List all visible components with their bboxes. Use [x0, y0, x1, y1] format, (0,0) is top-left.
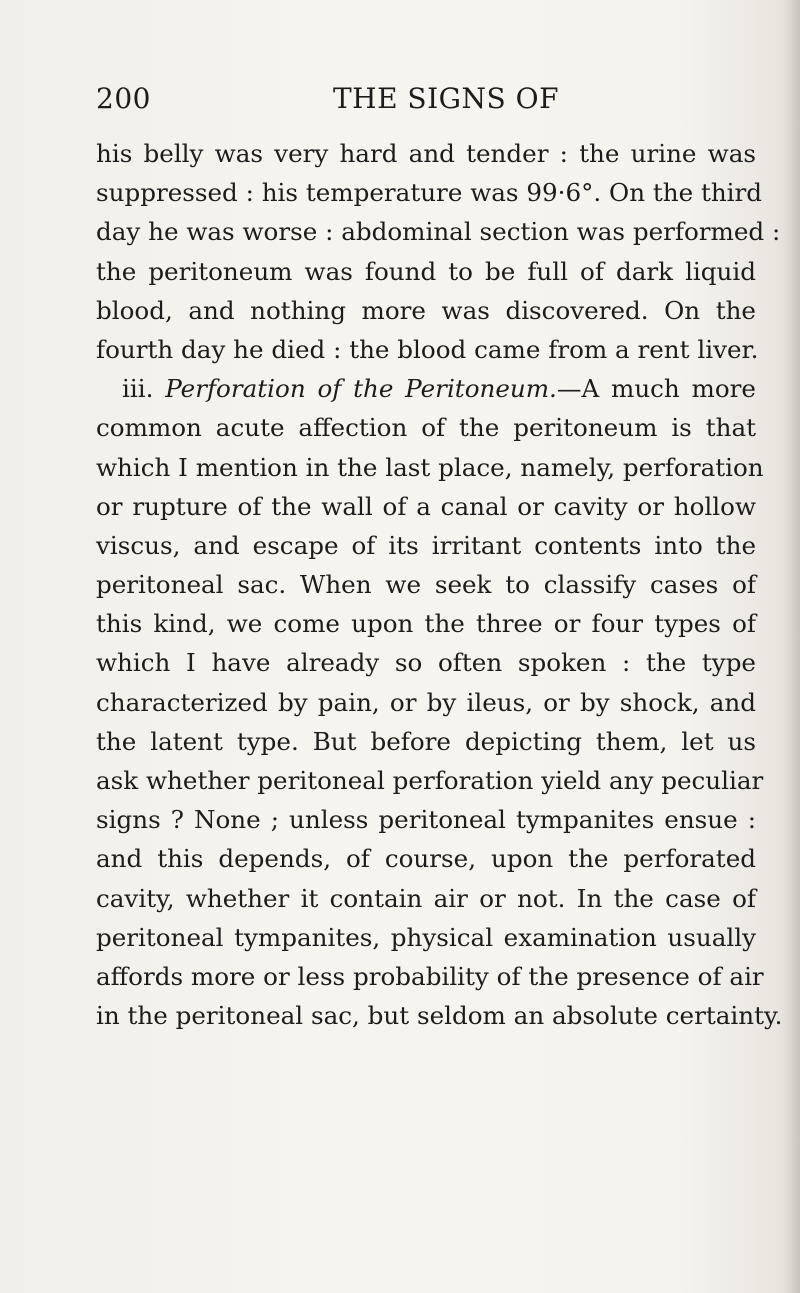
- text-line: which I mention in the last place, namely, perforation: [96, 452, 764, 482]
- text-line: suppressed : his temperature was 99·6°. On the third: [96, 178, 763, 208]
- section-number: iii.: [122, 374, 154, 404]
- text-line: affords more or less probability of the presence of air: [96, 961, 764, 991]
- text-line: signs ? None ; unless peritoneal tympanites ensue :: [96, 805, 756, 835]
- body-text: [96, 134, 783, 1035]
- section-heading-line: [96, 369, 756, 408]
- text-line: characterized by pain, or by ileus, or by shock, and: [96, 687, 756, 717]
- text-line: fourth day he died : the blood came from a rent liver.: [96, 334, 759, 364]
- text-line: cavity, whether it contain air or not. In the case of: [96, 883, 756, 913]
- text-line: peritoneal sac. When we seek to classify cases of: [96, 570, 756, 600]
- text-line: viscus, and escape of its irritant contents into the: [96, 530, 756, 560]
- text-line: common acute affection of the peritoneum is that: [96, 413, 756, 443]
- text-line: and this depends, of course, upon the perforated: [96, 844, 756, 874]
- section-heading: Perforation of the Peritoneum.: [165, 374, 557, 404]
- text-line: the latent type. But before depicting them, let us: [96, 726, 756, 756]
- text-line: ask whether peritoneal perforation yield any peculiar: [96, 766, 764, 795]
- text-line: the peritoneum was found to be full of dark liquid: [96, 256, 756, 286]
- text-line: blood, and nothing more was discovered. On the: [96, 295, 756, 325]
- running-title: THE SIGNS OF: [332, 82, 559, 115]
- text-line: in the peritoneal sac, but seldom an absolute certainty.: [96, 1001, 783, 1031]
- page-number: 200: [96, 82, 151, 115]
- page-edge-shadow: [786, 0, 800, 1293]
- text-line: his belly was very hard and tender : the urine was: [96, 139, 756, 168]
- text-line: or rupture of the wall of a canal or cavity or hollow: [96, 491, 756, 521]
- text-line: this kind, we come upon the three or four types of: [96, 609, 756, 639]
- text-line: day he was worse : abdominal section was performed :: [96, 217, 781, 247]
- text-line: peritoneal tympanites, physical examination usually: [96, 922, 756, 952]
- running-head: [96, 82, 756, 122]
- section-heading-continuation: —A much more: [556, 374, 756, 404]
- text-line: which I have already so often spoken : the type: [96, 648, 756, 678]
